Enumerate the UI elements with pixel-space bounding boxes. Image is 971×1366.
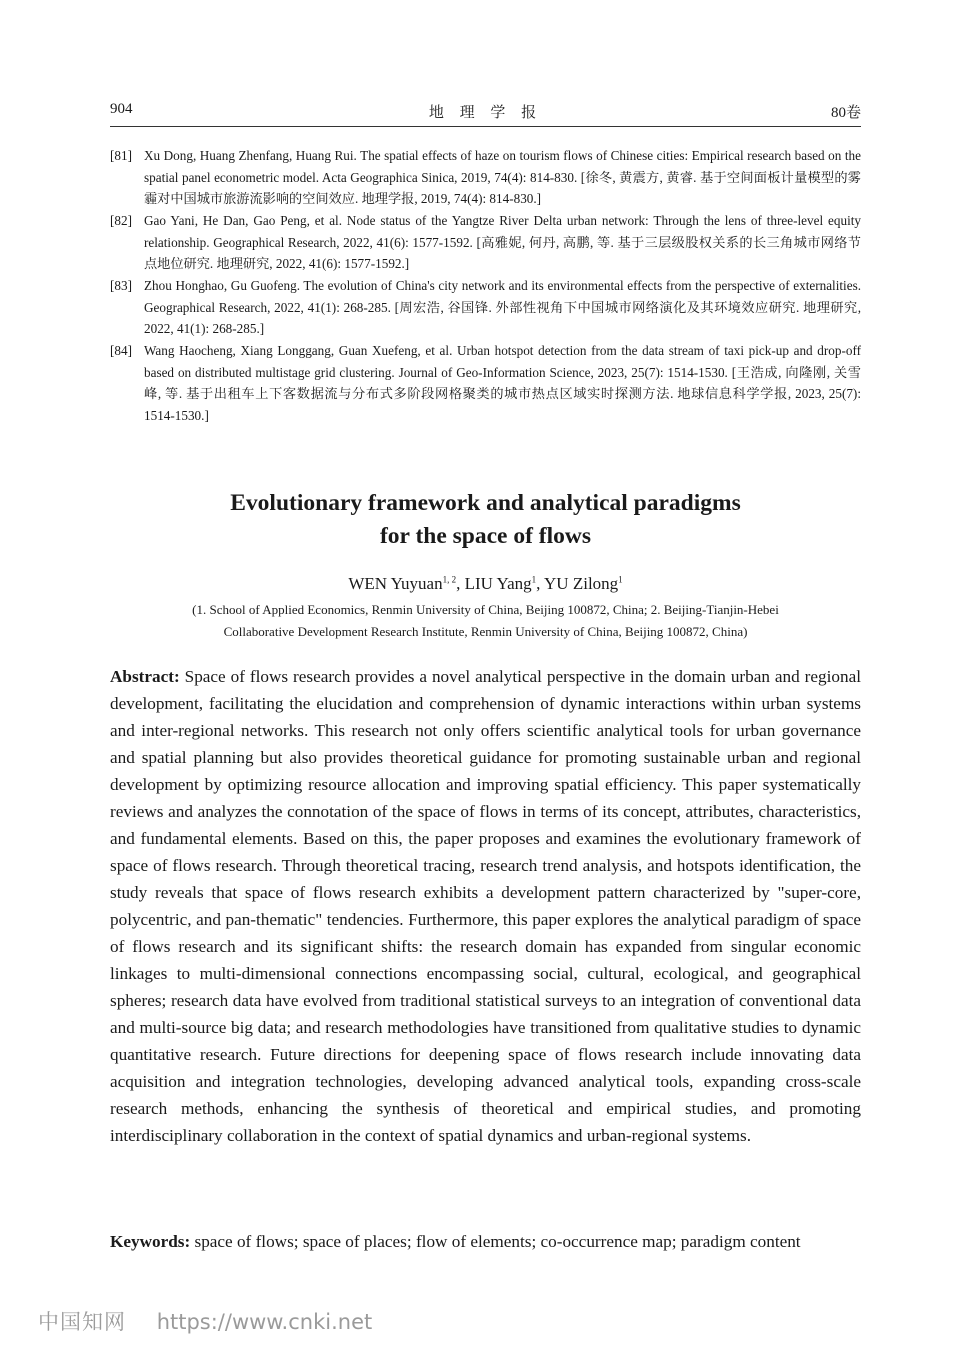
cnki-logo-text: 中国知网 (38, 1310, 126, 1334)
reference-number: [81] (110, 148, 132, 163)
running-header (110, 101, 861, 123)
reference-text: Zhou Honghao, Gu Guofeng. The evolution of China's city network and its environmental effects from the perspective of externalities. Geographical Research, 2022, 41(1): 268-285. [周宏浩, 谷国锋. 外部性视角下中国城市网络演化及其环境效应研究. 地理研究, 2022, 41(1): 268-285.] (144, 278, 861, 336)
affiliation-line-1: (1. School of Applied Economics, Renmin University of China, Beijing 100872, China; 2. Beijing-Tianjin-Hebei (192, 602, 779, 617)
reference-item (110, 210, 861, 275)
reference-list (110, 145, 861, 427)
title-line-2: for the space of flows (379, 523, 592, 549)
author-affiliation-mark: 1 (618, 574, 623, 585)
reference-text: Gao Yani, He Dan, Gao Peng, et al. Node status of the Yangtze River Delta urban network: Through the lens of three-level equity relationship. Geographical Research, 2022, 41(6): 1577-1592. [高雅妮, 何丹, 高鹏, 等. 基于三层级股权关系的长三角城市网络节点地位研究. 地理研究, 2022, 41(6): 1577-1592.] (144, 213, 861, 271)
author-name: YU Zilong (544, 574, 619, 593)
reference-item (110, 340, 861, 426)
author-affiliation-mark: 1 (531, 574, 537, 585)
reference-item (110, 145, 861, 210)
abstract (110, 663, 861, 1149)
journal-name: 地 理 学 报 (428, 105, 543, 121)
author-list (110, 574, 861, 594)
keywords (110, 1228, 861, 1255)
header-divider (110, 126, 861, 127)
abstract-label: Abstract: (110, 667, 180, 686)
reference-number: [82] (110, 213, 132, 228)
affiliation-line-2: Collaborative Development Research Institute, Renmin University of China, Beijing 100872, China) (223, 624, 748, 639)
volume-label: 80卷 (830, 105, 861, 121)
keywords-text: space of flows; space of places; flow of elements; co-occurrence map; paradigm content (194, 1232, 801, 1251)
cnki-url: https://www.cnki.net (156, 1310, 373, 1334)
title-line-1: Evolutionary framework and analytical paradigms (230, 490, 741, 516)
reference-item (110, 275, 861, 340)
article-title (110, 487, 861, 553)
author-separator: , (456, 574, 465, 593)
keywords-label: Keywords: (110, 1232, 191, 1251)
affiliations (150, 599, 821, 643)
reference-number: [83] (110, 278, 132, 293)
author-separator: , (536, 574, 545, 593)
author-affiliation-mark: 1, 2 (442, 574, 457, 585)
abstract-text: Space of flows research provides a novel analytical perspective in the domain urban and regional development, facilitating the elucidation and comprehension of dynamic interactions within urban systems and inter-regional networks. This research not only offers scientific analytical tools for urban governance and spatial planning but also provides theoretical guidance for promoting sustainable urban and regional development by optimizing resource allocation and improving spatial efficiency. This paper systematically reviews and analyzes the connotation of the space of flows in terms of its concept, attributes, characteristics, and fundamental elements. Based on this, the paper proposes and examines the evolutionary framework of space of flows research. Through theoretical tracing, research trend analysis, and hotspots identification, the study reveals that space of flows research exhibits a development pattern characterized by "super-core, polycentric, and pan-thematic" tendencies. Furthermore, this paper explores the analytical paradigm of space of flows research and its significant shifts: the research domain has expanded from singular economic linkages to multi-dimensional connections encompassing social, cultural, ecological, and geographical spheres; research data have evolved from traditional statistical surveys to an integration of conventional data and multi-source big data; and research methodologies have transitioned from qualitative studies to dynamic quantitative research. Future directions for deepening space of flows research include innovating data acquisition and integration technologies, developing advanced analytical tools, expanding cross-scale research methods, enhancing the synthesis of theoretical and empirical studies, and promoting interdisciplinary collaboration in the context of spatial dynamics and urban-regional systems. (110, 667, 861, 1145)
author-name: LIU Yang (464, 574, 532, 593)
reference-text: Wang Haocheng, Xiang Longgang, Guan Xuefeng, et al. Urban hotspot detection from the data stream of taxi pick-up and drop-off based on distributed multistage grid clustering. Journal of Geo-Information Science, 2023, 25(7): 1514-1530. [王浩成, 向隆刚, 关雪峰, 等. 基于出租车上下客数据流与分布式多阶段网格聚类的城市热点区域实时探测方法. 地球信息科学学报, 2023, 25(7): 1514-1530.] (144, 343, 861, 423)
page-number: 904 (110, 101, 133, 117)
reference-number: [84] (110, 343, 132, 358)
reference-text: Xu Dong, Huang Zhenfang, Huang Rui. The spatial effects of haze on tourism flows of Chinese cities: Empirical research based on the spatial panel econometric model. Acta Geographica Sinica, 2019, 74(4): 814-830. [徐冬, 黄震方, 黄睿. 基于空间面板计量模型的雾霾对中国城市旅游流影响的空间效应. 地理学报, 2019, 74(4): 814-830.] (144, 148, 861, 206)
author-name: WEN Yuyuan (348, 574, 443, 593)
cnki-watermark (38, 1306, 372, 1336)
